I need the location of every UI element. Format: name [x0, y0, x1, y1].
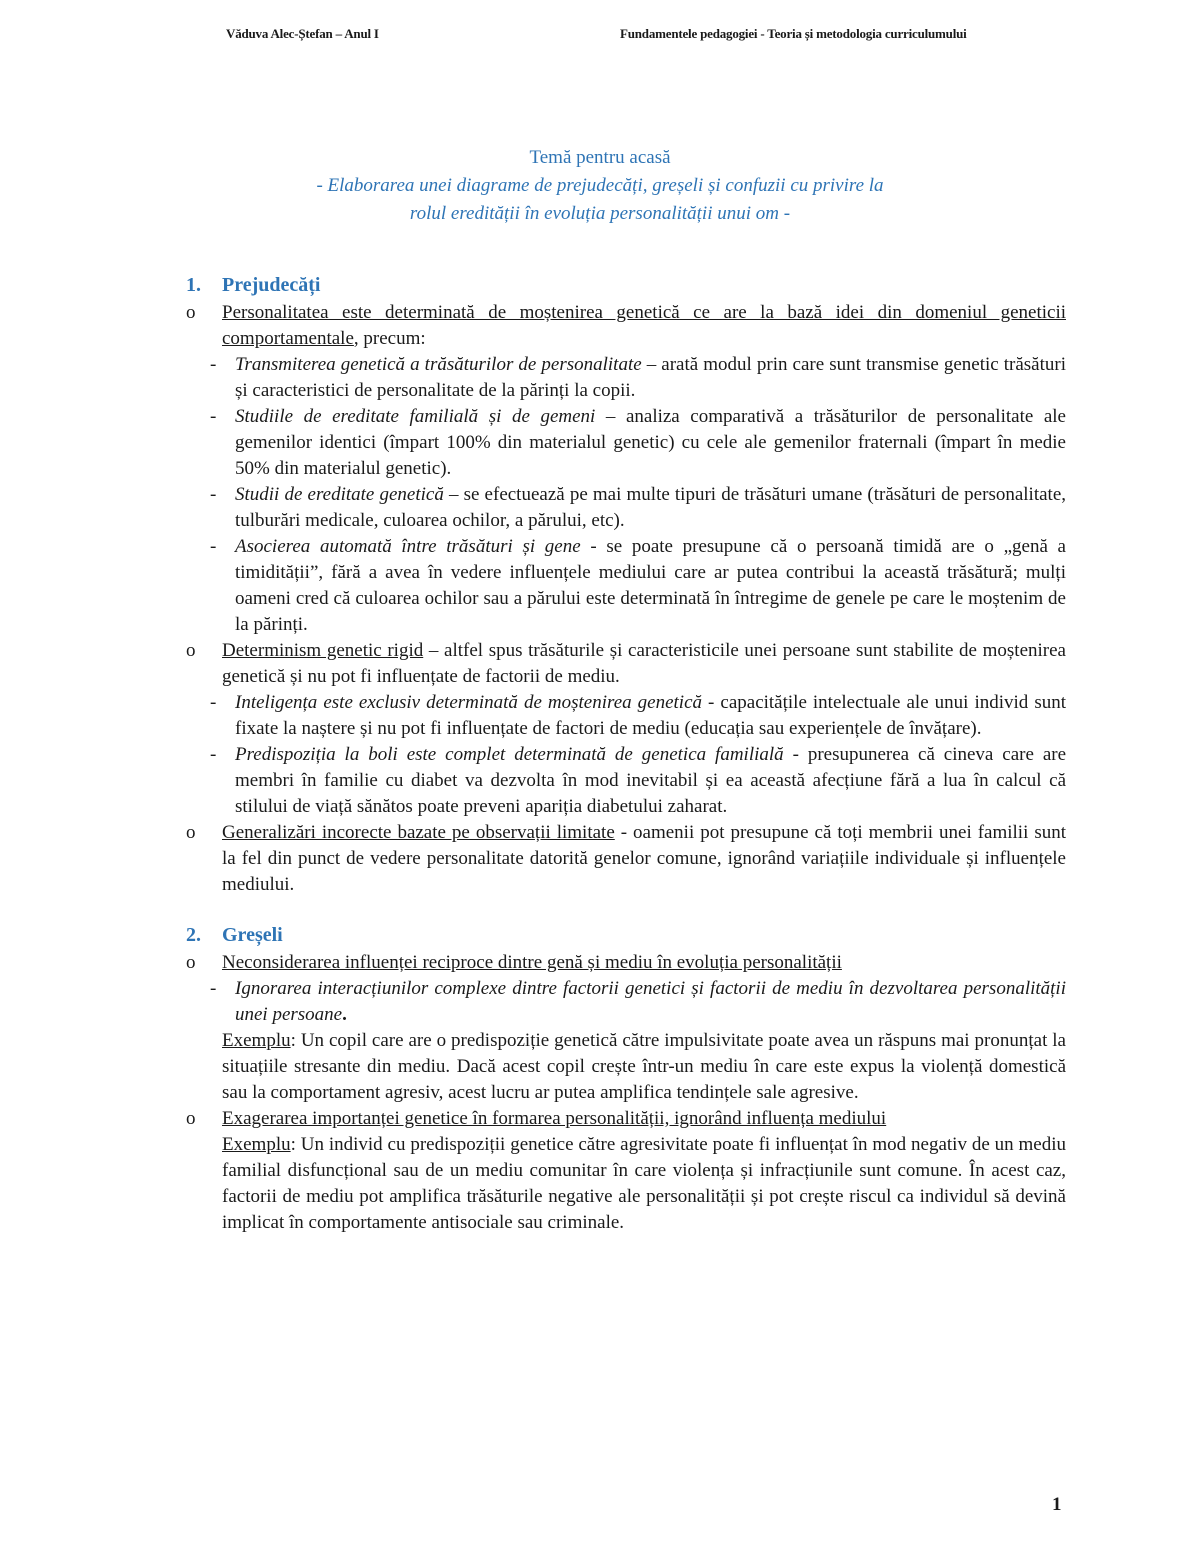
bullet-marker: o	[186, 822, 196, 843]
item-underlined-text: Exagerarea importanței geneticе în formarea personalității, ignorând influența mediului	[222, 1108, 887, 1129]
sub-item-text: - presupunerea că cineva care are membri în familie cu diabet va dezvolta în mod inevitabil și ea această afecțiune fără a lua în calcul că stilului de viață sănătos poate preveni apariția diabetului zaharat.	[235, 744, 1067, 817]
list-item	[186, 638, 1066, 690]
sub-list-item	[186, 690, 1066, 742]
list-item	[186, 820, 1066, 898]
example-label: Exemplu	[222, 1030, 291, 1051]
header-author: Văduva Alec-Ștefan – Anul I	[226, 26, 379, 41]
item-text: – altfel spus trăsăturile și caracteristicile unei persoane sunt stabilite de moștenirea genetică și nu pot fi influențate de factorii de mediu.	[222, 640, 1066, 687]
section-number: 2.	[186, 924, 201, 946]
example-paragraph	[186, 1028, 1066, 1106]
example-paragraph	[186, 1132, 1066, 1236]
sub-item-text: – se efectuează pe mai multe tipuri de trăsături umane (trăsături de personalitate, tulburări medicale, culoarea ochilor, a părului, etc).	[235, 484, 1067, 531]
sub-item-text: - capacitățile intelectuale ale unui individ sunt fixate la naștere și nu pot fi influențate de factori de mediu (educația sau experiențele de învățare).	[235, 692, 1066, 739]
title-subtitle-line1: - Elaborarea unei diagrame de prejudecăți, greșeli și confuzii cu privire la	[316, 175, 884, 196]
sub-item-text: – arată modul prin care sunt transmise genetic trăsături și caracteristici de personalitate de la părinți la copii.	[235, 354, 1066, 401]
dash-marker: -	[210, 406, 217, 427]
sub-item-text: – analiza comparativă a trăsăturilor de personalitate ale gemenilor identici (împart 100% din materialul genetic) cu cele ale gemenilor fraternali (împart în medie 50% din materialul genetic).	[235, 406, 1066, 479]
sub-item-italic: Asocierea automată între trăsături și gene	[235, 536, 581, 557]
section-title: Prejudecăți	[222, 274, 321, 296]
sub-list-item	[186, 404, 1066, 482]
item-text: , precum:	[353, 328, 426, 349]
sub-item-italic: Ignorarea interacțiunilor complexe dintre factorii genetici și factorii de mediu în dezvoltarea personalității unei persoane	[235, 978, 1066, 1025]
sub-list-item	[186, 534, 1066, 638]
bullet-marker: o	[186, 952, 196, 973]
dash-marker: -	[210, 744, 217, 765]
title-subtitle-line2: rolul eredității în evoluția personalității unui om -	[409, 203, 791, 224]
bullet-marker: o	[186, 1108, 196, 1129]
item-text: - oamenii pot presupune că toți membrii unei familii sunt la fel din punct de vedere personalitate datorită genelor comune, ignorând variațiile individuale și influențele mediului.	[222, 822, 1066, 895]
example-text: : Un copil care are o predispoziție genetică către impulsivitate poate avea un răspuns mai pronunțat la situațiile stresante din mediu. Dacă acest copil crește într-un mediu în care este expus la violență domestică sau la comportament agresiv, acest lucru ar putea amplifica tendințele sale agresive.	[222, 1030, 1066, 1103]
sub-item-text: - se poate presupune că o persoană timidă are o „genă a timidității”, fără a avea în vedere influențele mediului care ar putea contribui la această trăsătură; mulți oameni cred că culoarea ochilor sau a părului este determinată în întregime de genele pe care le moștenim de la părinți.	[235, 536, 1066, 635]
bullet-marker: o	[186, 302, 196, 323]
sub-list-item	[186, 742, 1066, 820]
sub-item-italic: Predispoziția la boli este complet determinată de genetica familială	[235, 744, 784, 765]
sub-item-italic: Inteligența este exclusiv determinată de moștenirea genetică	[235, 692, 703, 713]
sub-item-italic: Transmiterea genetică a trăsăturilor de personalitate	[235, 354, 642, 375]
item-underlined-text: Determinism genetic rigid	[222, 640, 424, 661]
list-item	[186, 300, 1066, 352]
dash-marker: -	[210, 978, 217, 999]
bullet-marker: o	[186, 640, 196, 661]
dash-marker: -	[210, 692, 217, 713]
page-number: 1	[1052, 1494, 1062, 1515]
section-title: Greșeli	[222, 924, 283, 946]
section-number: 1.	[186, 274, 201, 296]
list-item	[186, 1106, 1066, 1132]
item-underlined-text: Personalitatea este determinată de moștenirea genetică ce are la bază idei din domeniul geneticii comportamentale	[222, 302, 1066, 349]
dash-marker: -	[210, 536, 217, 557]
header-course: Fundamentele pedagogiei - Teoria și metodologia curriculumului	[620, 26, 967, 41]
example-label: Exemplu	[222, 1134, 291, 1155]
section-heading-greseli	[186, 920, 1066, 950]
sub-item-italic: Studiile de ereditate familială și de gemeni	[235, 406, 596, 427]
document-body	[186, 270, 1066, 1236]
item-underlined-text: Generalizări incorecte bazate pe observații limitate	[222, 822, 615, 843]
title-main: Temă pentru acasă	[529, 147, 671, 168]
dash-marker: -	[210, 484, 217, 505]
sub-list-item	[186, 352, 1066, 404]
sub-item-end: .	[342, 1004, 347, 1025]
sub-list-item	[186, 482, 1066, 534]
document-title	[170, 144, 1030, 228]
dash-marker: -	[210, 354, 217, 375]
sub-item-italic: Studii de ereditate genetică	[235, 484, 444, 505]
item-underlined-text: Neconsiderarea influenței reciproce dintre genă și mediu în evoluția personalității	[222, 952, 842, 973]
sub-list-item	[186, 976, 1066, 1028]
list-item	[186, 950, 1066, 976]
section-heading-prejudecati	[186, 270, 1066, 300]
example-text: : Un individ cu predispoziții genetice către agresivitate poate fi influențat în mod negativ de un mediu familial disfuncțional sau de un mediu comunitar în care violența și infracțiunile sunt comune. În acest caz, factorii de mediu pot amplifica trăsăturile negative ale personalității și pot crește riscul ca individul să devină implicat în comportamente antisociale sau criminale.	[222, 1134, 1066, 1233]
